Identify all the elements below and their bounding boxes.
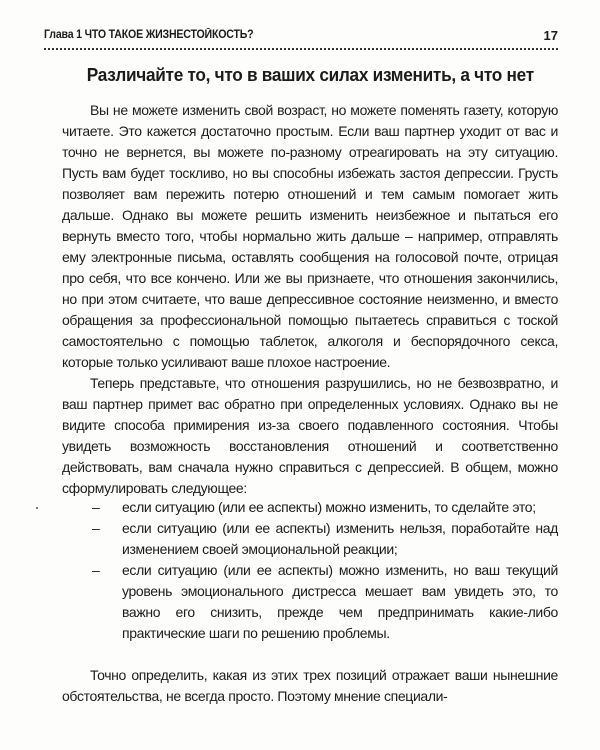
paragraph-3: Точно определить, какая из этих трех позиций отражает ваши нынешние обстоятельства, не всегда просто. Поэтому мнение специали- xyxy=(62,667,558,704)
list-item-text: если ситуацию (или ее аспекты) можно изменить, но ваш текущий уровень эмоционального дистресса мешает вам увидеть это, то важно его снизить, прежде чем предпринимать какие-либо практические шаги по решению проблемы. xyxy=(122,562,558,641)
list-item xyxy=(62,560,558,644)
list-dash: – xyxy=(92,562,100,578)
bullet-list xyxy=(62,497,558,644)
list-item-text: если ситуацию (или ее аспекты) изменить нельзя, поработайте над изменением своей эмоциональной реакции; xyxy=(122,520,558,557)
section-heading: Различайте то, что в ваших силах изменить, а что нет xyxy=(86,64,534,85)
list-item-text: если ситуацию (или ее аспекты) можно изменить, то сделайте это; xyxy=(122,499,536,515)
list-dash: – xyxy=(92,520,100,536)
final-text xyxy=(62,665,558,707)
paragraph-2: Теперь представьте, что отношения разрушились, но не безвозвратно, и ваш партнер примет вас обратно при определенных условиях. Однако вы не видите способа примирения из-за своего подавленного состояния. Чтобы увидеть возможность восстановления отношений и соответственно действовать, вам сначала нужно справиться с депрессией. В общем, можно сформулировать следующее: xyxy=(62,375,558,496)
header-divider xyxy=(44,48,558,50)
page-number: 17 xyxy=(543,27,558,43)
running-head: Глава 1 ЧТО ТАКОЕ ЖИЗНЕСТОЙКОСТЬ? xyxy=(44,29,254,41)
print-speck xyxy=(36,507,38,509)
page-header xyxy=(44,24,558,46)
list-item xyxy=(62,497,558,518)
list-dash: – xyxy=(92,499,100,515)
paragraph-1: Вы не можете изменить свой возраст, но можете поменять газету, которую читаете. Это кажется достаточно простым. Если ваш партнер уходит от вас и точно не вернется, вы можете по-разному отреагировать на эту ситуацию. Пусть вам будет тоскливо, но вы способны избежать застоя депрессии. Грусть позволяет вам пережить потерю отношений и тем самым помогает жить дальше. Однако вы можете решить изменить неизбежное и пытаться его вернуть вместо того, чтобы нормально жить дальше – например, отправлять ему электронные письма, оставлять сообщения на голосовой почте, отрицая про себя, что все кончено. Или же вы признаете, что отношения закончились, но при этом считаете, что ваше депрессивное состояние неизменно, и вместо обращения за профессиональной помощью пытаетесь справиться с тоской самостоятельно с помощью таблеток, алкоголя и беспорядочного секса, которые только усиливают ваше плохое настроение. xyxy=(62,102,558,370)
body-text xyxy=(62,100,558,499)
list-item xyxy=(62,518,558,560)
